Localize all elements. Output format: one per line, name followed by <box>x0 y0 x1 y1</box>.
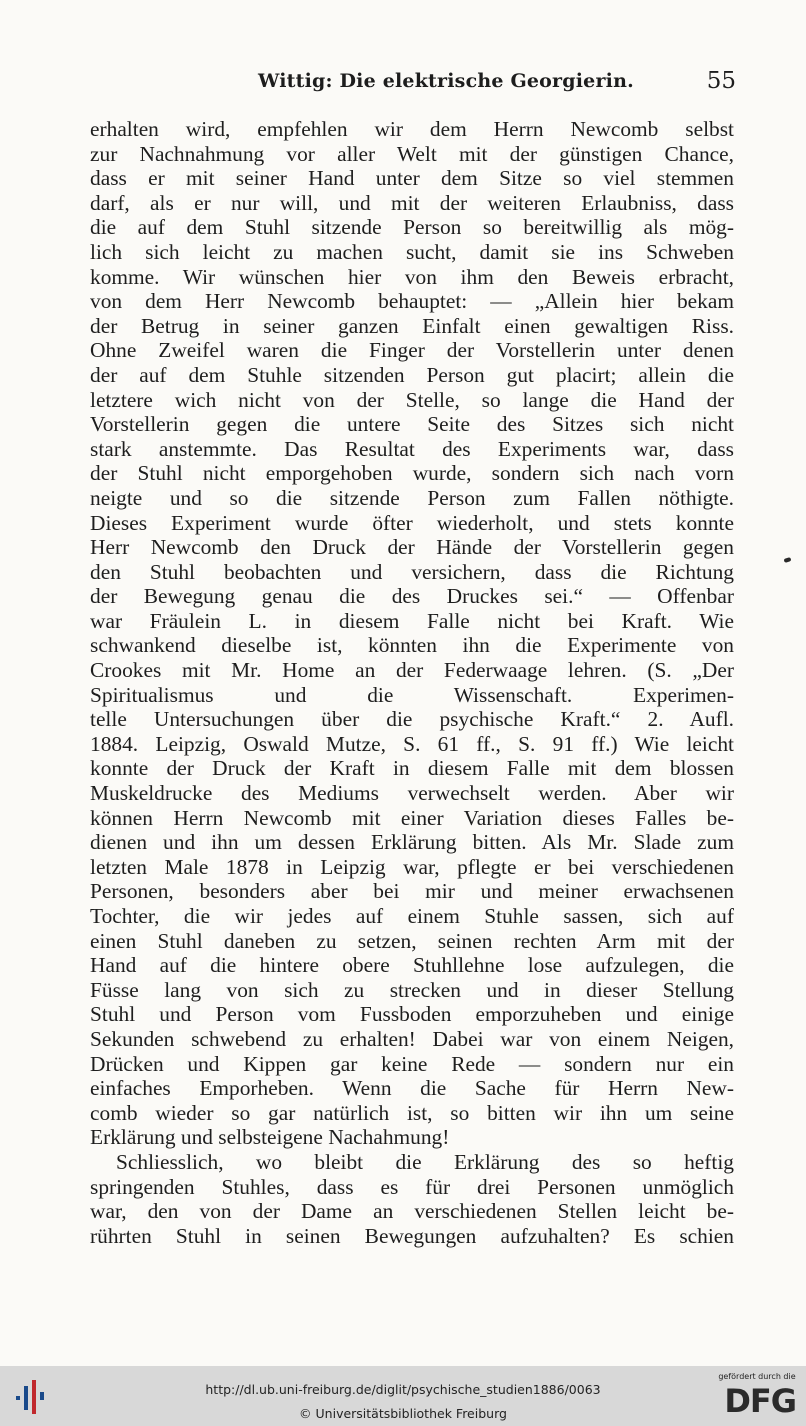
text-line: einen Stuhl daneben zu setzen, seinen rechten Arm mit der <box>90 928 734 953</box>
text-line: komme. Wir wünschen hier von ihm den Beweis erbracht, <box>90 264 734 289</box>
text-line: der Bewegung genau die des Druckes sei.“ — Offenbar <box>90 584 734 609</box>
text-line: war, den von der Dame an verschiedenen Stellen leicht be- <box>90 1199 734 1224</box>
text-line: Personen, besonders aber bei mir und meiner erwachsenen <box>90 879 734 904</box>
text-line: Crookes mit Mr. Home an der Federwaage lehren. (S. „Der <box>90 658 734 683</box>
text-line: Herr Newcomb den Druck der Hände der Vorstellerin gegen <box>90 535 734 560</box>
source-url[interactable]: http://dl.ub.uni-freiburg.de/diglit/psychische_studien1886/0063 <box>205 1382 601 1397</box>
text-line: comb wieder so gar natürlich ist, so bitten wir ihn um seine <box>90 1100 734 1125</box>
text-line: konnte der Druck der Kraft in diesem Falle mit dem blossen <box>90 756 734 781</box>
text-line: Dieses Experiment wurde öfter wiederholt, und stets konnte <box>90 510 734 535</box>
text-line: dienen und ihn um dessen Erklärung bitten. Als Mr. Slade zum <box>90 830 734 855</box>
text-line: Schliesslich, wo bleibt die Erklärung des so heftig <box>116 1149 734 1174</box>
text-line: Drücken und Kippen gar keine Rede — sondern nur ein <box>90 1051 734 1076</box>
text-line: stark anstemmte. Das Resultat des Experiments war, dass <box>90 436 734 461</box>
text-line: Stuhl und Person vom Fussboden emporzuheben und einige <box>90 1002 734 1027</box>
running-title: Wittig: Die elektrische Georgierin. <box>258 70 634 92</box>
text-line: der Stuhl nicht emporgehoben wurde, sondern sich nach vorn <box>90 461 734 486</box>
text-line: telle Untersuchungen über die psychische Kraft.“ 2. Aufl. <box>90 707 734 732</box>
text-line: springenden Stuhles, dass es für drei Personen unmöglich <box>90 1174 734 1199</box>
text-line: Spiritualismus und die Wissenschaft. Experimen- <box>90 682 734 707</box>
page-header <box>258 68 736 104</box>
text-line: Muskeldrucke des Mediums verwechselt werden. Aber wir <box>90 781 734 806</box>
page-number: 55 <box>706 68 736 94</box>
text-line: Füsse lang von sich zu strecken und in dieser Stellung <box>90 977 734 1002</box>
text-line: dass er mit seiner Hand unter dem Sitze so viel stemmen <box>90 166 734 191</box>
text-line: zur Nachnahmung vor aller Welt mit der günstigen Chance, <box>90 141 734 166</box>
text-line: 1884. Leipzig, Oswald Mutze, S. 61 ff., S. 91 ff.) Wie leicht <box>90 731 734 756</box>
text-line: schwankend dieselbe ist, könnten ihn die Experimente von <box>90 633 734 658</box>
text-line: können Herrn Newcomb mit einer Variation dieses Falles be- <box>90 805 734 830</box>
copyright-notice: © Universitätsbibliothek Freiburg <box>299 1406 507 1421</box>
text-line: war Fräulein L. in diesem Falle nicht bei Kraft. Wie <box>90 608 734 633</box>
text-line: neigte und so die sitzende Person zum Fallen nöthigte. <box>90 485 734 510</box>
text-line: der Betrug in seiner ganzen Einfalt einen gewaltigen Riss. <box>90 313 734 338</box>
text-line: der auf dem Stuhle sitzenden Person gut placirt; allein die <box>90 362 734 387</box>
text-line: Tochter, die wir jedes auf einem Stuhle sassen, sich auf <box>90 904 734 928</box>
text-line: rührten Stuhl in seinen Bewegungen aufzuhalten? Es schien <box>90 1223 734 1248</box>
text-line: den Stuhl beobachten und versichern, dass die Richtung <box>90 559 734 584</box>
text-line: letzten Male 1878 in Leipzig war, pflegte er bei verschiedenen <box>90 854 734 879</box>
viewer-footer <box>0 1366 806 1426</box>
dfg-funded-label: gefördert durch die <box>718 1372 796 1381</box>
text-line: von dem Herr Newcomb behauptet: — „Allein hier bekam <box>90 289 734 314</box>
dfg-logo <box>716 1372 798 1422</box>
margin-mark <box>784 557 792 563</box>
text-line: Erklärung und selbsteigene Nachahmung! <box>90 1125 450 1150</box>
text-line: Hand auf die hintere obere Stuhllehne lose aufzulegen, die <box>90 953 734 978</box>
text-line: Sekunden schwebend zu erhalten! Dabei war von einem Neigen, <box>90 1026 734 1051</box>
text-line: einfaches Emporheben. Wenn die Sache für Herrn New- <box>90 1076 734 1101</box>
text-line: lich sich leicht zu machen sucht, damit sie ins Schweben <box>90 239 734 264</box>
text-line: Ohne Zweifel waren die Finger der Vorstellerin unter denen <box>90 338 734 363</box>
text-line: erhalten wird, empfehlen wir dem Herrn Newcomb selbst <box>90 117 734 141</box>
text-line: darf, als er nur will, und mit der weiteren Erlaubniss, dass <box>90 190 734 215</box>
text-line: Vorstellerin gegen die untere Seite des Sitzes sich nicht <box>90 412 734 437</box>
text-line: letztere wich nicht von der Stelle, so lange die Hand der <box>90 387 734 412</box>
dfg-wordmark: DFG <box>724 1382 796 1420</box>
body-text <box>90 117 734 1248</box>
text-line: die auf dem Stuhl sitzende Person so bereitwillig als mög- <box>90 215 734 240</box>
